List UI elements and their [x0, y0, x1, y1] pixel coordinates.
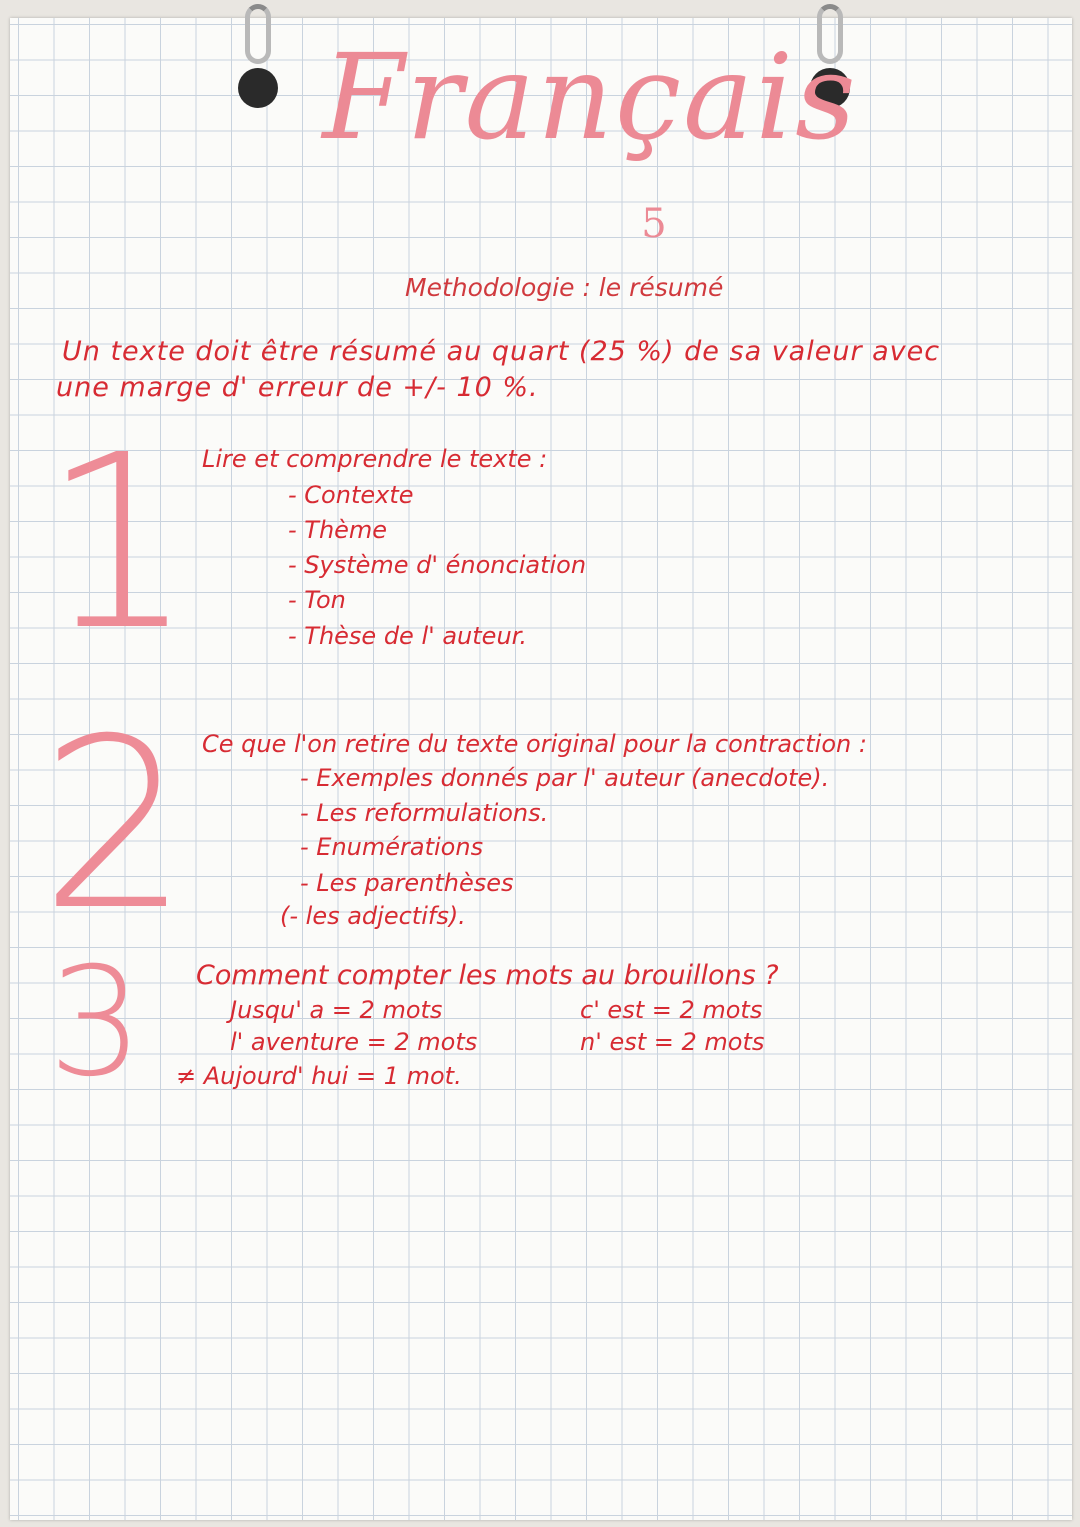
binder-hole-left [238, 68, 278, 108]
section-3-heading: Comment compter les mots au brouillons ? [196, 960, 779, 991]
section-number-1: 1 [42, 403, 195, 683]
subheading: Methodologie : le résumé [405, 273, 724, 302]
intro-line-2: une marge d' erreur de +/- 10 %. [56, 372, 539, 403]
section-1-item: - Thème [288, 516, 388, 544]
section-1-item: - Contexte [288, 481, 414, 509]
section-3-example: l' aventure = 2 mots [230, 1028, 478, 1056]
section-3-example: c' est = 2 mots [580, 996, 763, 1024]
section-1-item: - Système d' énonciation [288, 551, 587, 579]
section-number-2: 2 [40, 689, 190, 962]
section-2-item: - Exemples donnés par l' auteur (anecdote). [300, 764, 830, 792]
chapter-number: 5 [641, 201, 667, 247]
notebook-page [10, 18, 1072, 1520]
intro-line-1: Un texte doit être résumé au quart (25 %) de sa valeur avec [62, 336, 941, 367]
page-title: Français [322, 28, 858, 166]
section-2-item: (- les adjectifs). [280, 902, 466, 930]
section-2-item: - Les parenthèses [300, 869, 514, 897]
section-3-example: Jusqu' a = 2 mots [230, 996, 443, 1024]
section-1-item: - Thèse de l' auteur. [288, 622, 527, 650]
section-2-item: - Les reformulations. [300, 799, 549, 827]
section-3-example: ≠ Aujourd' hui = 1 mot. [176, 1062, 462, 1090]
section-3-example: n' est = 2 mots [580, 1028, 765, 1056]
section-2-heading: Ce que l'on retire du texte original pour la contraction : [202, 730, 867, 758]
binder-ring-left [245, 4, 271, 64]
section-1-heading: Lire et comprendre le texte : [202, 445, 548, 473]
section-1-item: - Ton [288, 586, 346, 614]
section-number-3: 3 [48, 936, 144, 1110]
section-2-item: - Enumérations [300, 833, 484, 861]
